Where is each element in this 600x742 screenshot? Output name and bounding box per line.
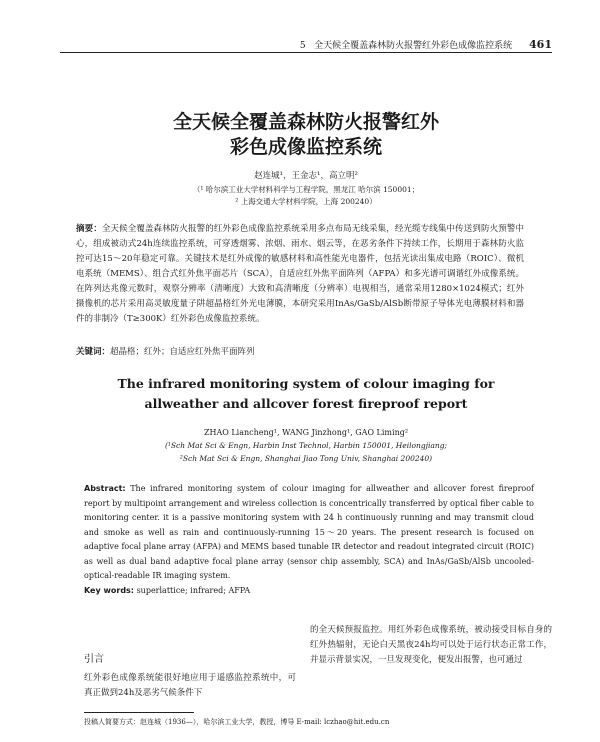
cn-title-line-2: 彩色成像监控系统 [229, 136, 382, 158]
cn-affiliation-1: （¹ 哈尔滨工业大学材料科学与工程学院，黑龙江 哈尔滨 150001； [192, 185, 420, 194]
cn-affiliation-2: ² 上海交通大学材料学院，上海 200240） [235, 197, 377, 206]
body-left-column: 红外彩色成像系统能很好地应用于遥感监控系统中，可真正做到24h及恶劣气候条件下 [84, 673, 296, 698]
en-title [60, 374, 552, 414]
cn-keywords-label: 关键词： [76, 347, 111, 357]
en-title-line-2: allweather and allcover forest fireproof report [144, 396, 468, 411]
en-title-line-1: The infrared monitoring system of colour imaging for [117, 376, 495, 391]
en-abstract [84, 482, 534, 584]
section-heading-introduction: 引言 [84, 654, 104, 665]
cn-abstract [76, 222, 524, 327]
en-affiliation-2: ²Sch Mat Sci & Engn, Shanghai Jiao Tong Univ, Shanghai 200240) [179, 453, 433, 463]
cn-abstract-label: 摘要： [76, 224, 102, 234]
cn-keywords [76, 345, 524, 359]
body-right-column: 的全天候预报监控。用红外彩色成像系统，被动接受目标自身的红外热辐射，无论白天黑夜24h均可以处于运行状态正常工作，并显示背景实况，一旦发现变化，便发出报警，也可通过 [310, 625, 552, 665]
en-affiliations [110, 440, 502, 465]
running-head [60, 38, 552, 51]
cn-keywords-text: 超晶格；红外；自适应红外焦平面阵列 [110, 347, 255, 357]
en-keywords-text: superlattice; infrared; AFPA [136, 586, 251, 595]
en-authors: ZHAO Liancheng¹, WANG Jinzhong¹, GAO Liming² [203, 428, 409, 437]
issue-number: 5 [299, 41, 306, 51]
en-abstract-label: Abstract: [84, 484, 126, 493]
en-keywords [84, 584, 534, 598]
author-footnote: 投稿人简要方式：赵连城（1936—），哈尔滨工业大学，教授，博导 E-mail: lczhao@hit.edu.cn [84, 718, 390, 726]
en-abstract-text: The infrared monitoring system of colour imaging for allweather and allcover forest fireproof report by multipoint arrangement and wireless collection is concentrically transferred by optical fiber cable to monitoring center. it is a passive monitoring system with 24 h continuously running and may transmit cloud and smoke as well as rain and continuously-running 15～20 years. The present research is focused on adaptive focal plane array (AFPA) and MEMS based tunable IR detector and readout integrated circuit (ROIC) as well as dual band adaptive focal plane array (sensor chip assembly, SCA) and InAs/GaSb/AlSb uncooled-optical-readable IR imaging system. [84, 484, 534, 580]
en-keywords-label: Key words: [84, 586, 135, 595]
cn-authors: 赵连城¹，王金志¹，高立明² [254, 171, 358, 181]
cn-title [60, 110, 552, 160]
cn-abstract-text: 全天候全覆盖森林防火报警的红外彩色成像监控系统采用多点布局无线采集，经光缆专线集中传送到防火预警中心，组成被动式24h连续监控系统，可穿透烟雾、浓烟、雨水、烟云等，在恶劣条件下持续工作，长期用于森林防火监控可达15～20年稳定可靠。关键技术是红外成像的敏感材料和高性能光电器件，包括光读出集成电路（ROIC）、微机电系统（MEMS）、组合式红外焦平面芯片（SCA），自适应红外焦平面阵列（AFPA）和多光谱可调谐红外成像系统。在阵列达兆像元数时，观察分辨率（清晰度）大致和高清晰度（分辨率）电视相当，通常采用1280×1024模式；红外摄像机的芯片采用高灵敏度量子阱超晶格红外光电薄膜，本研究采用InAs/GaSb/AlSb断带原子导体光电薄膜材料和器件的非制冷（T≥300K）红外彩色成像监控系统。 [76, 224, 524, 324]
en-affiliation-1: (¹Sch Mat Sci & Engn, Harbin Inst Technol, Harbin 150001, Heilongjiang; [164, 441, 448, 450]
cn-title-line-1: 全天候全覆盖森林防火报警红外 [172, 111, 439, 133]
running-head-title: 全天候全覆盖森林防火报警红外彩色成像监控系统 [314, 41, 513, 51]
page-number: 461 [529, 38, 552, 51]
header-rule [60, 52, 552, 53]
cn-affiliations [60, 184, 552, 208]
footnote-rule [84, 712, 194, 713]
